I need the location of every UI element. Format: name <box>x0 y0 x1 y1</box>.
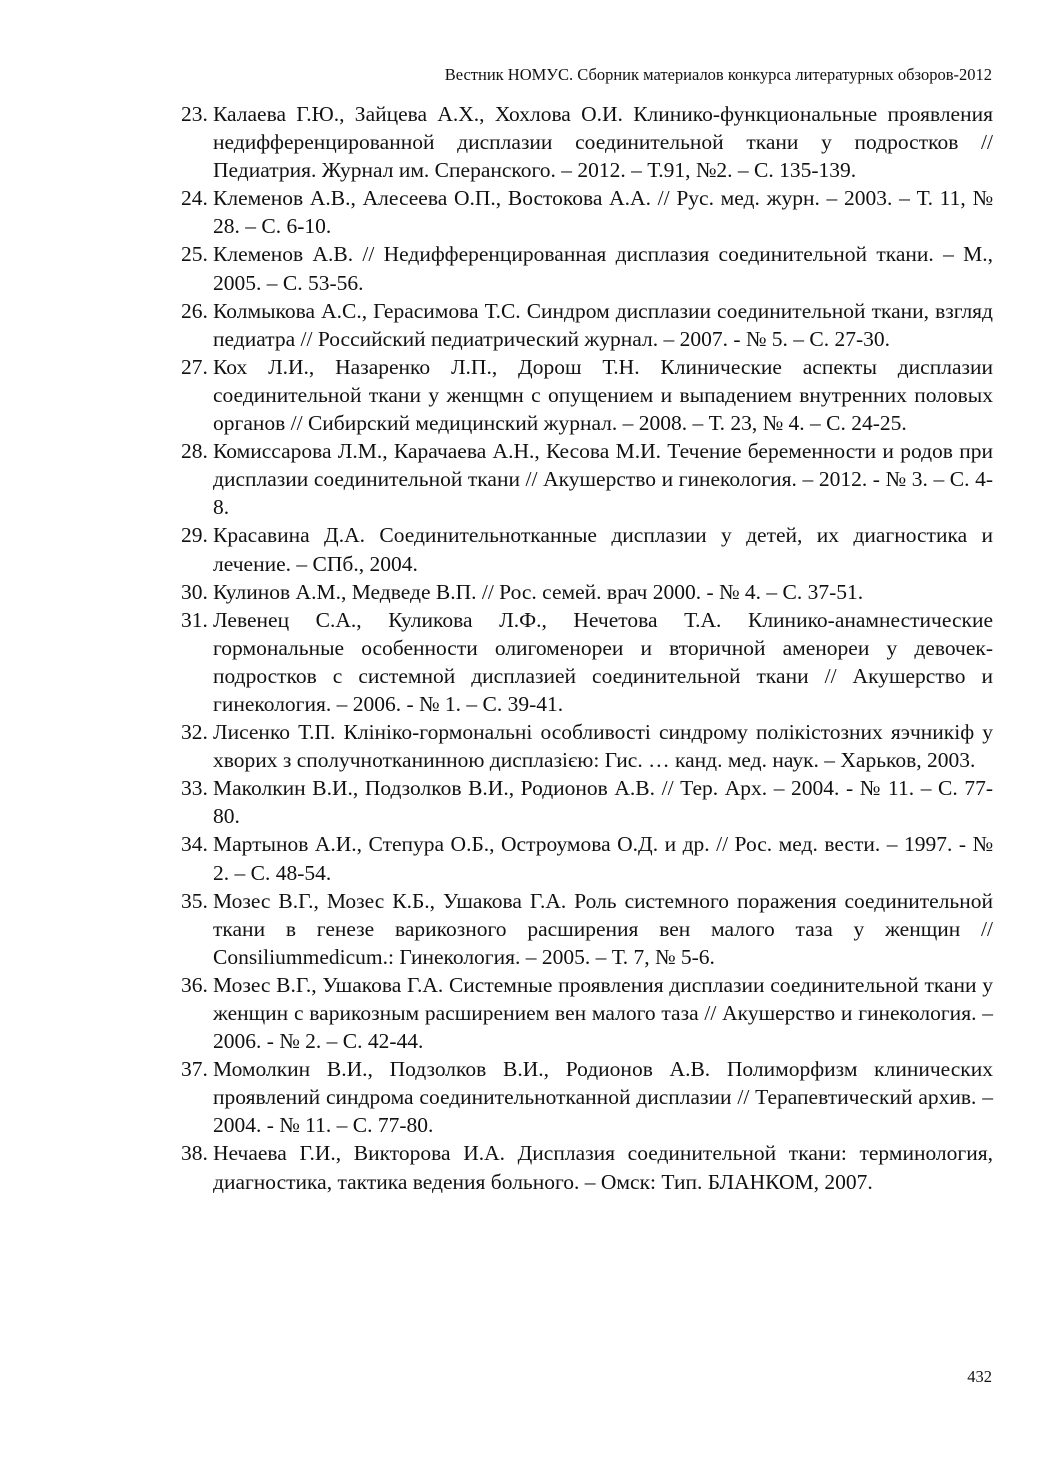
reference-item <box>181 887 993 971</box>
reference-item <box>181 1139 993 1195</box>
reference-text: Клеменов А.В., Алесеева О.П., Востокова А.А. // Рус. мед. журн. – 2003. – Т. 11, № 28. – С. 6-10. <box>213 186 993 239</box>
page-number: 432 <box>967 1367 992 1386</box>
reference-text: Момолкин В.И., Подзолков В.И., Родионов А.В. Полиморфизм клинических проявлений синдрома соединительнотканной дисплазии // Терапевтический архив. – 2004. - № 11. – С. 77-80. <box>213 1057 993 1138</box>
reference-item <box>181 606 993 718</box>
reference-item <box>181 971 993 1055</box>
running-header: Вестник НОМУС. Сборник материалов конкурса литературных обзоров-2012 <box>444 65 992 84</box>
reference-number: 34. <box>181 832 208 857</box>
reference-item <box>181 297 993 353</box>
reference-number: 29. <box>181 523 208 548</box>
reference-number: 32. <box>181 720 208 745</box>
reference-text: Левенец С.А., Куликова Л.Ф., Нечетова Т.А. Клинико-анамнестические гормональные особенности олигоменореи и вторичной аменореи у девочек-подростков с системной дисплазией соединительной ткани // Акушерство и гинекология. – 2006. - № 1. – С. 39-41. <box>213 607 993 716</box>
reference-text: Калаева Г.Ю., Зайцева А.Х., Хохлова О.И. Клинико-функциональные проявления недифференцированной дисплазии соединительной ткани у подростков // Педиатрия. Журнал им. Сперанского. – 2012. – Т.91, №2. – С. 135-139. <box>213 102 993 183</box>
reference-text: Мозес В.Г., Ушакова Г.А. Системные проявления дисплазии соединительной ткани у женщин с варикозным расширением вен малого таза // Акушерство и гинекология. – 2006. - № 2. – С. 42-44. <box>213 972 993 1054</box>
reference-text: Маколкин В.И., Подзолков В.И., Родионов А.В. // Тер. Арх. – 2004. - № 11. – С. 77-80. <box>213 776 993 829</box>
reference-item <box>181 437 993 521</box>
reference-number: 25. <box>181 242 208 267</box>
reference-number: 23. <box>181 102 208 126</box>
reference-list <box>181 100 993 1196</box>
reference-item <box>181 1055 993 1139</box>
reference-item <box>181 184 993 240</box>
reference-item <box>181 100 993 184</box>
reference-text: Кулинов А.М., Медведе В.П. // Рос. семей. врач 2000. - № 4. – С. 37-51. <box>213 579 864 604</box>
reference-item <box>181 353 993 437</box>
reference-number: 36. <box>181 972 208 997</box>
reference-text: Нечаева Г.И., Викторова И.А. Дисплазия соединительной ткани: терминология, диагностика, тактика ведения больного. – Омск: Тип. БЛАНКОМ, 2007. <box>213 1141 993 1194</box>
reference-number: 31. <box>181 607 208 632</box>
reference-text: Кох Л.И., Назаренко Л.П., Дорош Т.Н. Клинические аспекты дисплазии соединительной ткани у женщмн с опущением и выпадением внутренних половых органов // Сибирский медицинский журнал. – 2008. – Т. 23, № 4. – С. 24-25. <box>213 354 993 436</box>
reference-number: 38. <box>181 1141 208 1166</box>
reference-number: 37. <box>181 1057 208 1082</box>
reference-number: 24. <box>181 186 208 211</box>
reference-number: 30. <box>181 579 208 604</box>
reference-text: Клеменов А.В. // Недифференцированная дисплазия соединительной ткани. – М., 2005. – С. 53-56. <box>213 242 993 295</box>
reference-text: Колмыкова А.С., Герасимова Т.С. Синдром дисплазии соединительной ткани, взгляд педиатра // Российский педиатрический журнал. – 2007. - № 5. – С. 27-30. <box>213 298 993 351</box>
reference-text: Красавина Д.А. Соединительнотканные дисплазии у детей, их диагностика и лечение. – СПб., 2004. <box>213 523 993 576</box>
reference-number: 33. <box>181 776 208 801</box>
reference-item <box>181 521 993 577</box>
reference-item <box>181 578 993 606</box>
reference-text: Лисенко Т.П. Клініко-гормональні особливості синдрому полікістозних яэчникіф у хворих з сполучнотканинною дисплазією: Гис. … канд. мед. наук. – Харьков, 2003. <box>213 720 993 773</box>
reference-item <box>181 718 993 774</box>
reference-item <box>181 830 993 886</box>
reference-number: 35. <box>181 888 208 913</box>
reference-text: Комиссарова Л.М., Карачаева А.Н., Кесова М.И. Течение беременности и родов при дисплазии соединительной ткани // Акушерство и гинекология. – 2012. - № 3. – С. 4-8. <box>213 439 993 520</box>
reference-text: Мартынов А.И., Степура О.Б., Остроумова О.Д. и др. // Рос. мед. вести. – 1997. - № 2. – С. 48-54. <box>213 832 993 885</box>
reference-item <box>181 774 993 830</box>
reference-number: 27. <box>181 354 208 379</box>
reference-text: Мозес В.Г., Мозес К.Б., Ушакова Г.А. Роль системного поражения соединительной ткани в генезе варикозного расширения вен малого таза у женщин // Consiliummedicum.: Гинекология. – 2005. – Т. 7, № 5-6. <box>213 888 993 969</box>
reference-number: 28. <box>181 439 208 464</box>
reference-number: 26. <box>181 298 208 323</box>
reference-item <box>181 240 993 296</box>
